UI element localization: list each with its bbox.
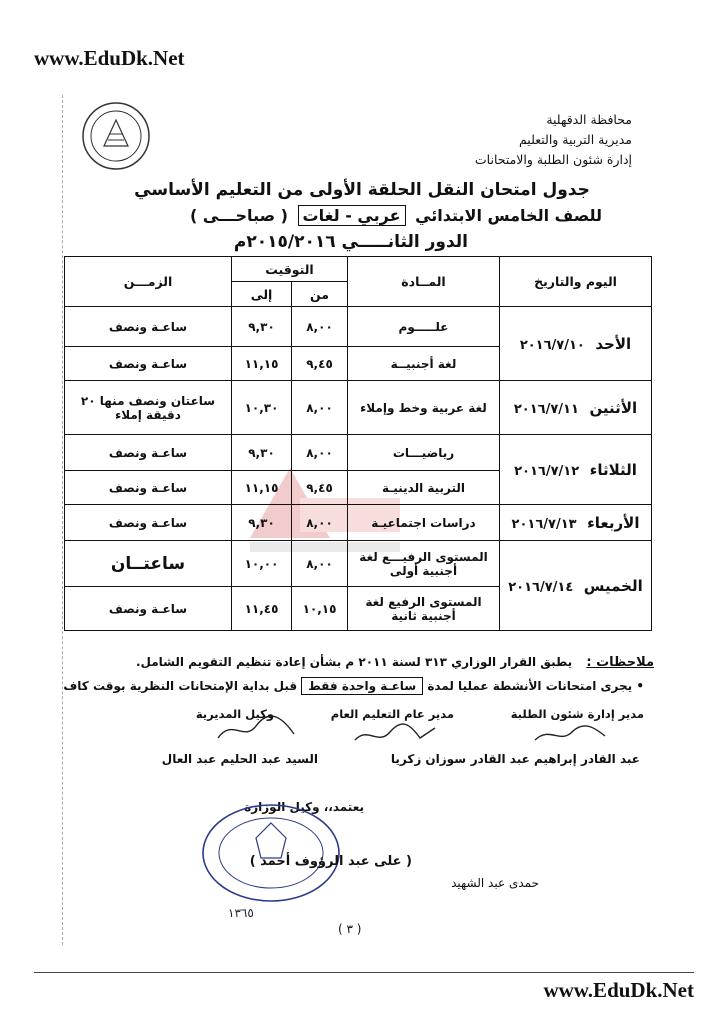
day-cell [500,435,652,505]
day-date: ٢٠١٦/٧/١١ [513,401,579,417]
subject-cell: رياضيـــات [348,435,500,471]
subject-cell: دراسات اجتماعيـة [348,505,500,541]
document-title: جدول امتحان النقل الحلقة الأولى من التعليم الأساسي [134,180,590,200]
round-label: الدور الثانـــــي ٢٠١٥/٢٠١٦م [233,232,468,252]
signatory-1-title: مدير إدارة شئون الطلبة [510,707,644,721]
duration-cell: ساعـة ونصف [65,587,232,631]
ministry-logo-icon [80,100,152,172]
day-date: ٢٠١٦/٧/١٠ [519,337,585,353]
grade-label: للصف الخامس الابتدائي [415,206,602,225]
to-cell: ١١,٤٥ [232,587,292,631]
day-date: ٢٠١٦/٧/١٣ [511,516,577,532]
notes-line [136,655,654,670]
department: إدارة شئون الطلبة والامتحانات [474,152,632,167]
col-subject: المــادة [348,257,500,307]
to-cell: ١٠,٣٠ [232,381,292,435]
duration-cell: ساعـة ونصف [65,307,232,347]
from-cell: ٨,٠٠ [292,307,348,347]
day-date: ٢٠١٦/٧/١٢ [514,463,580,479]
track-label: عربي - لغات [298,205,406,226]
signature-2-scribble-icon [350,720,440,750]
from-cell: ١٠,١٥ [292,587,348,631]
day-name: الأثنين [589,398,638,417]
official-stamp-icon [196,798,346,908]
to-cell: ٩,٣٠ [232,435,292,471]
issuer-header [475,110,632,170]
from-cell: ٩,٤٥ [292,347,348,381]
site-watermark-top: www.EduDk.Net [34,46,185,70]
subject-cell: لغة أجنبيــة [348,347,500,381]
handwritten-number: ١٣٦٥ [228,906,254,920]
signatory-2-title: مدير عام التعليم العام [330,707,454,721]
duration-cell: ساعـة ونصف [65,471,232,505]
note-activities-text: • يجرى امتحانات الأنشطة عمليا لمدة [427,679,644,693]
shift-label: ( صباحـــى ) [190,206,288,225]
signatory-3-name: السيد عبد الحليم عبد العال [161,752,318,766]
col-day-date: اليوم والتاريخ [500,257,652,307]
site-watermark-bottom: www.EduDk.Net [543,978,694,1002]
duration-cell: ساعـة ونصف [65,505,232,541]
subject-cell: علـــــوم [348,307,500,347]
to-cell: ١١,١٥ [232,347,292,381]
grade-line [190,206,602,225]
governorate: محافظة الدقهلية [546,112,632,127]
from-cell: ٨,٠٠ [292,541,348,587]
note-activities-tail: قبل بداية الإمتحانات النظرية بوقت كاف [63,679,298,693]
subject-cell: المستوى الرفيـــع لغة أجنبية أولى [348,541,500,587]
day-name: الخميس [583,576,643,595]
from-cell: ٨,٠٠ [292,381,348,435]
from-cell: ٨,٠٠ [292,435,348,471]
col-from: من [292,282,348,307]
col-to: إلى [232,282,292,307]
approval-text: يعتمد،، وكيل الوزارة [244,800,364,814]
signatory-2-name: سوزان زكريا [390,752,466,766]
signatory-3-title: وكيل المديرية [195,707,274,721]
day-name: الثلاثاء [589,460,637,479]
table-row [65,541,652,587]
signature-1-scribble-icon [530,722,610,748]
note-activities-duration: ساعـة واحدة فقط [301,677,423,695]
duration-cell: ساعتــان [65,541,232,587]
table-row [65,435,652,471]
signatory-1-name: عبد القادر إبراهيم عبد القادر [470,752,640,766]
duration-cell: ساعـة ونصف [65,435,232,471]
note-activities [63,679,644,693]
bottom-rule [34,972,694,973]
from-cell: ٩,٤٥ [292,471,348,505]
day-date: ٢٠١٦/٧/١٤ [508,579,574,595]
day-name: الأحد [595,334,632,353]
col-timing: التوقيت [232,257,348,282]
table-row [65,505,652,541]
from-cell: ٨,٠٠ [292,505,348,541]
to-cell: ٩,٣٠ [232,307,292,347]
col-duration: الزمـــن [65,257,232,307]
table-row [65,307,652,347]
subject-cell: التربية الدينيـة [348,471,500,505]
notes-label: ملاحظات : [586,655,654,670]
approver-name: ( على عبد الرؤوف أحمد ) [249,854,412,869]
duration-cell: ساعتان ونصف منها ٢٠ دقيقة إملاء [65,381,232,435]
note-decree: يطبق القرار الوزاري ٣١٣ لسنة ٢٠١١ م بشأن إعادة تنظيم التقويم الشامل. [135,655,573,669]
subject-cell: لغة عربية وخط وإملاء [348,381,500,435]
day-cell [500,541,652,631]
to-cell: ١٠,٠٠ [232,541,292,587]
day-name: الأربعاء [587,513,640,532]
subject-cell: المستوى الرفيع لغة أجنبية ثانية [348,587,500,631]
signature-3-scribble-icon [210,712,300,748]
directorate: مديرية التربية والتعليم [518,132,632,147]
day-cell [500,307,652,381]
duration-cell: ساعـة ونصف [65,347,232,381]
day-cell [500,505,652,541]
exam-schedule-table [64,256,652,631]
to-cell: ١١,١٥ [232,471,292,505]
page-number: ( ٣ ) [338,922,362,936]
day-cell [500,381,652,435]
table-row [65,381,652,435]
prepared-by: حمدى عبد الشهيد [451,876,539,890]
to-cell: ٩,٣٠ [232,505,292,541]
